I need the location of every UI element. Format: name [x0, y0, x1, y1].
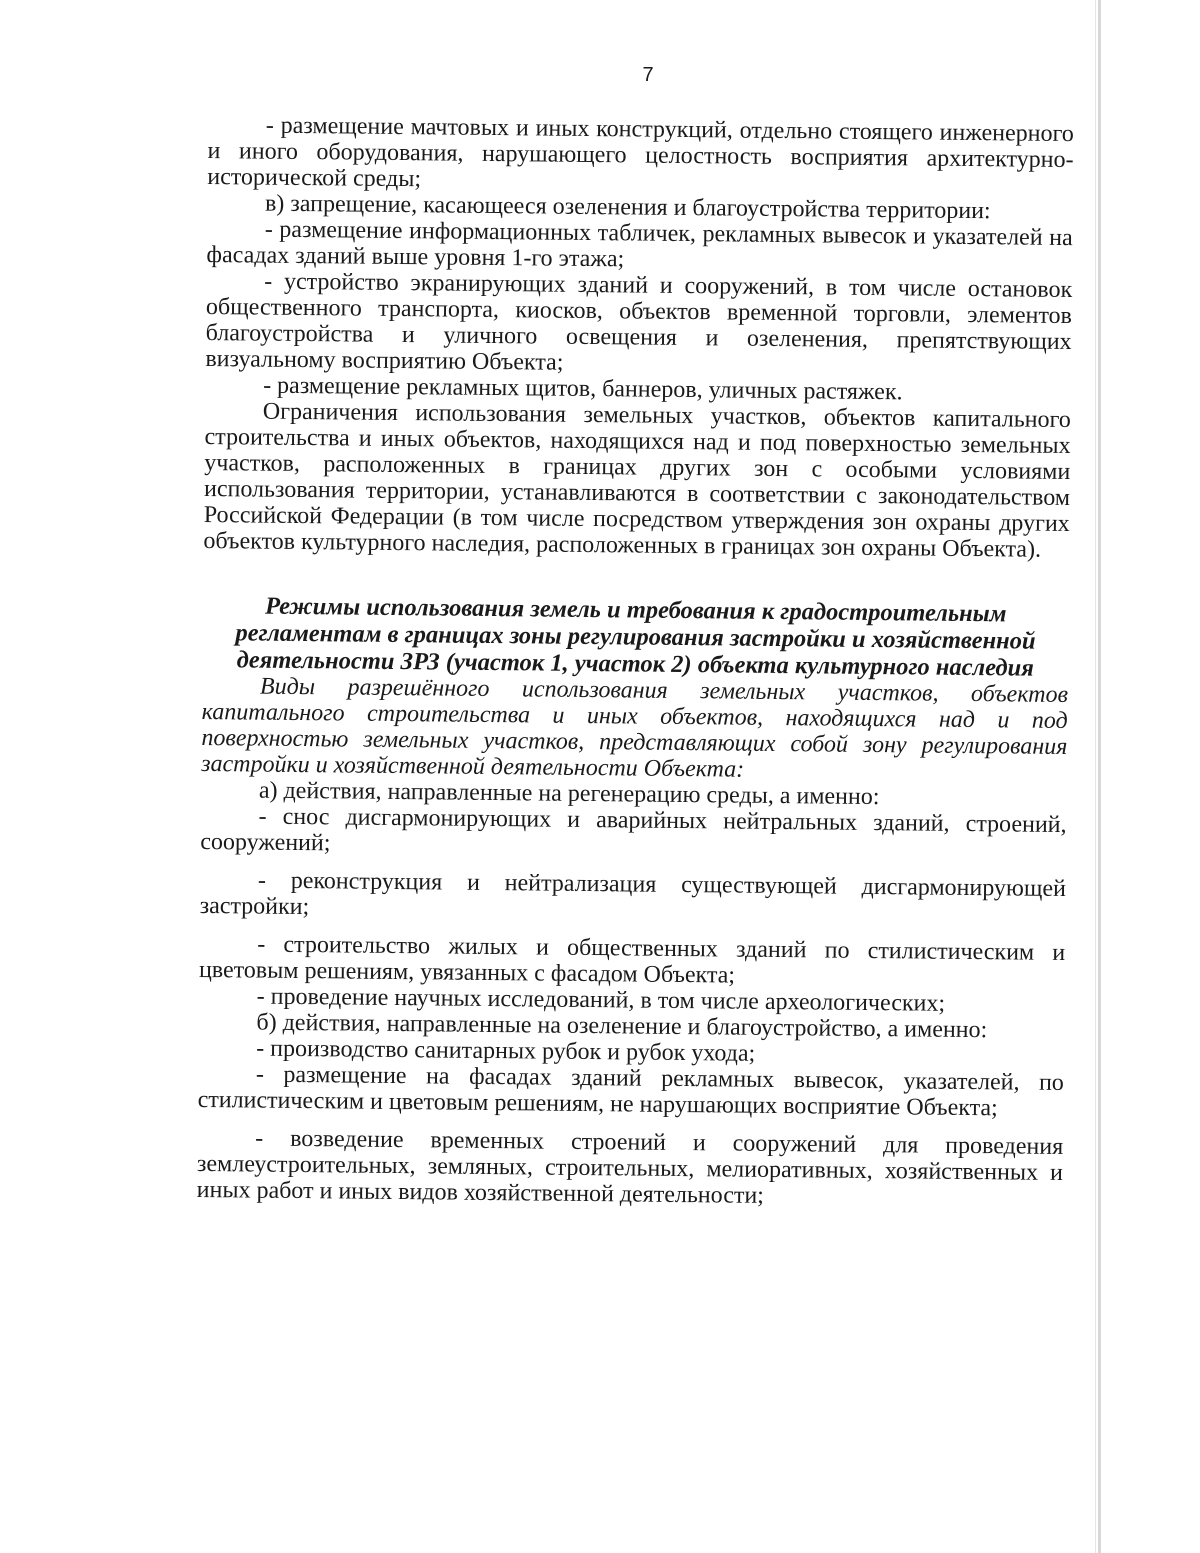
paragraph: в) запрещение, касающееся озеленения и благоустройства территории: [264, 190, 991, 225]
paragraph: - размещение рекламных щитов, баннеров, уличных растяжек. [263, 372, 903, 406]
document-body [197, 112, 1074, 1212]
paragraph: - устройство экранирующих зданий и сооружений, в том числе остановок общественного транспорта, киосков, объектов временной торговли, элементов благоустройства и уличного освещения и озеленения, препятствующих визуальному восприятию Объекта; [205, 268, 1073, 376]
paragraph: а) действия, направленные на регенерацию среды, а именно: [258, 777, 880, 811]
paragraph: - снос дисгармонирующих и аварийных нейтральных зданий, строений, сооружений; [200, 803, 1067, 857]
paragraph: - проведение научных исследований, в том числе археологических; [256, 983, 946, 1017]
paragraph: б) действия, направленные на озеленение и благоустройство, а именно: [256, 1009, 988, 1044]
paragraph: - реконструкция и нейтрализация существующей дисгармонирующей застройки; [199, 867, 1067, 921]
paragraph: - производство санитарных рубок и рубок ухода; [256, 1035, 756, 1067]
paragraph: - размещение информационных табличек, рекламных вывесок и указателей на фасадах зданий выше уровня 1-го этажа; [206, 216, 1073, 273]
paragraph: - размещение мачтовых и иных конструкций, отдельно стоящего инженерного и иного оборудования, нарушающего целостность восприятия архитектурно-исторической среды; [207, 112, 1074, 193]
paragraph: - возведение временных строений и сооружений для проведения землеустроительных, земляных, строительных, мелиоративных, хозяйственных и иных работ и иных видов хозяйственной деятельности; [196, 1125, 1064, 1209]
italic-intro: Виды разрешённого использования земельных участков, объектов капитального строительства и иных объектов, находящихся над и под поверхностью земельных участков, представляющих собой зону регулирования застройки и хозяйственной деятельности Объекта: [201, 673, 1069, 783]
paragraph: - строительство жилых и общественных зданий по стилистическим и цветовым решениям, увязанных с фасадом Объекта; [198, 931, 1066, 989]
page-number: 7 [642, 64, 654, 86]
paragraph: Ограничения использования земельных участков, объектов капитального строительства и иных объектов, находящихся над и под поверхностью земельных участков, расположенных в границах других зон с особыми условиями использования территории, устанавливаются в соответствии с законодательством Российской Федерации (в том числе посредством утверждения зон охраны других объектов культурного наследия, расположенных в границах зон охраны Объекта). [203, 398, 1071, 563]
paragraph: - размещение на фасадах зданий рекламных вывесок, указателей, по стилистическим и цветовым решениям, не нарушающих восприятие Объекта; [197, 1061, 1065, 1122]
section-heading: Режимы использования земель и требования к градостроительным регламентам в границах зоны регулирования застройки и хозяйственной деятельности ЗРЗ (участок 1, участок 2) объекта культурного наследия [235, 592, 1036, 682]
scan-edge [1095, 0, 1200, 1553]
